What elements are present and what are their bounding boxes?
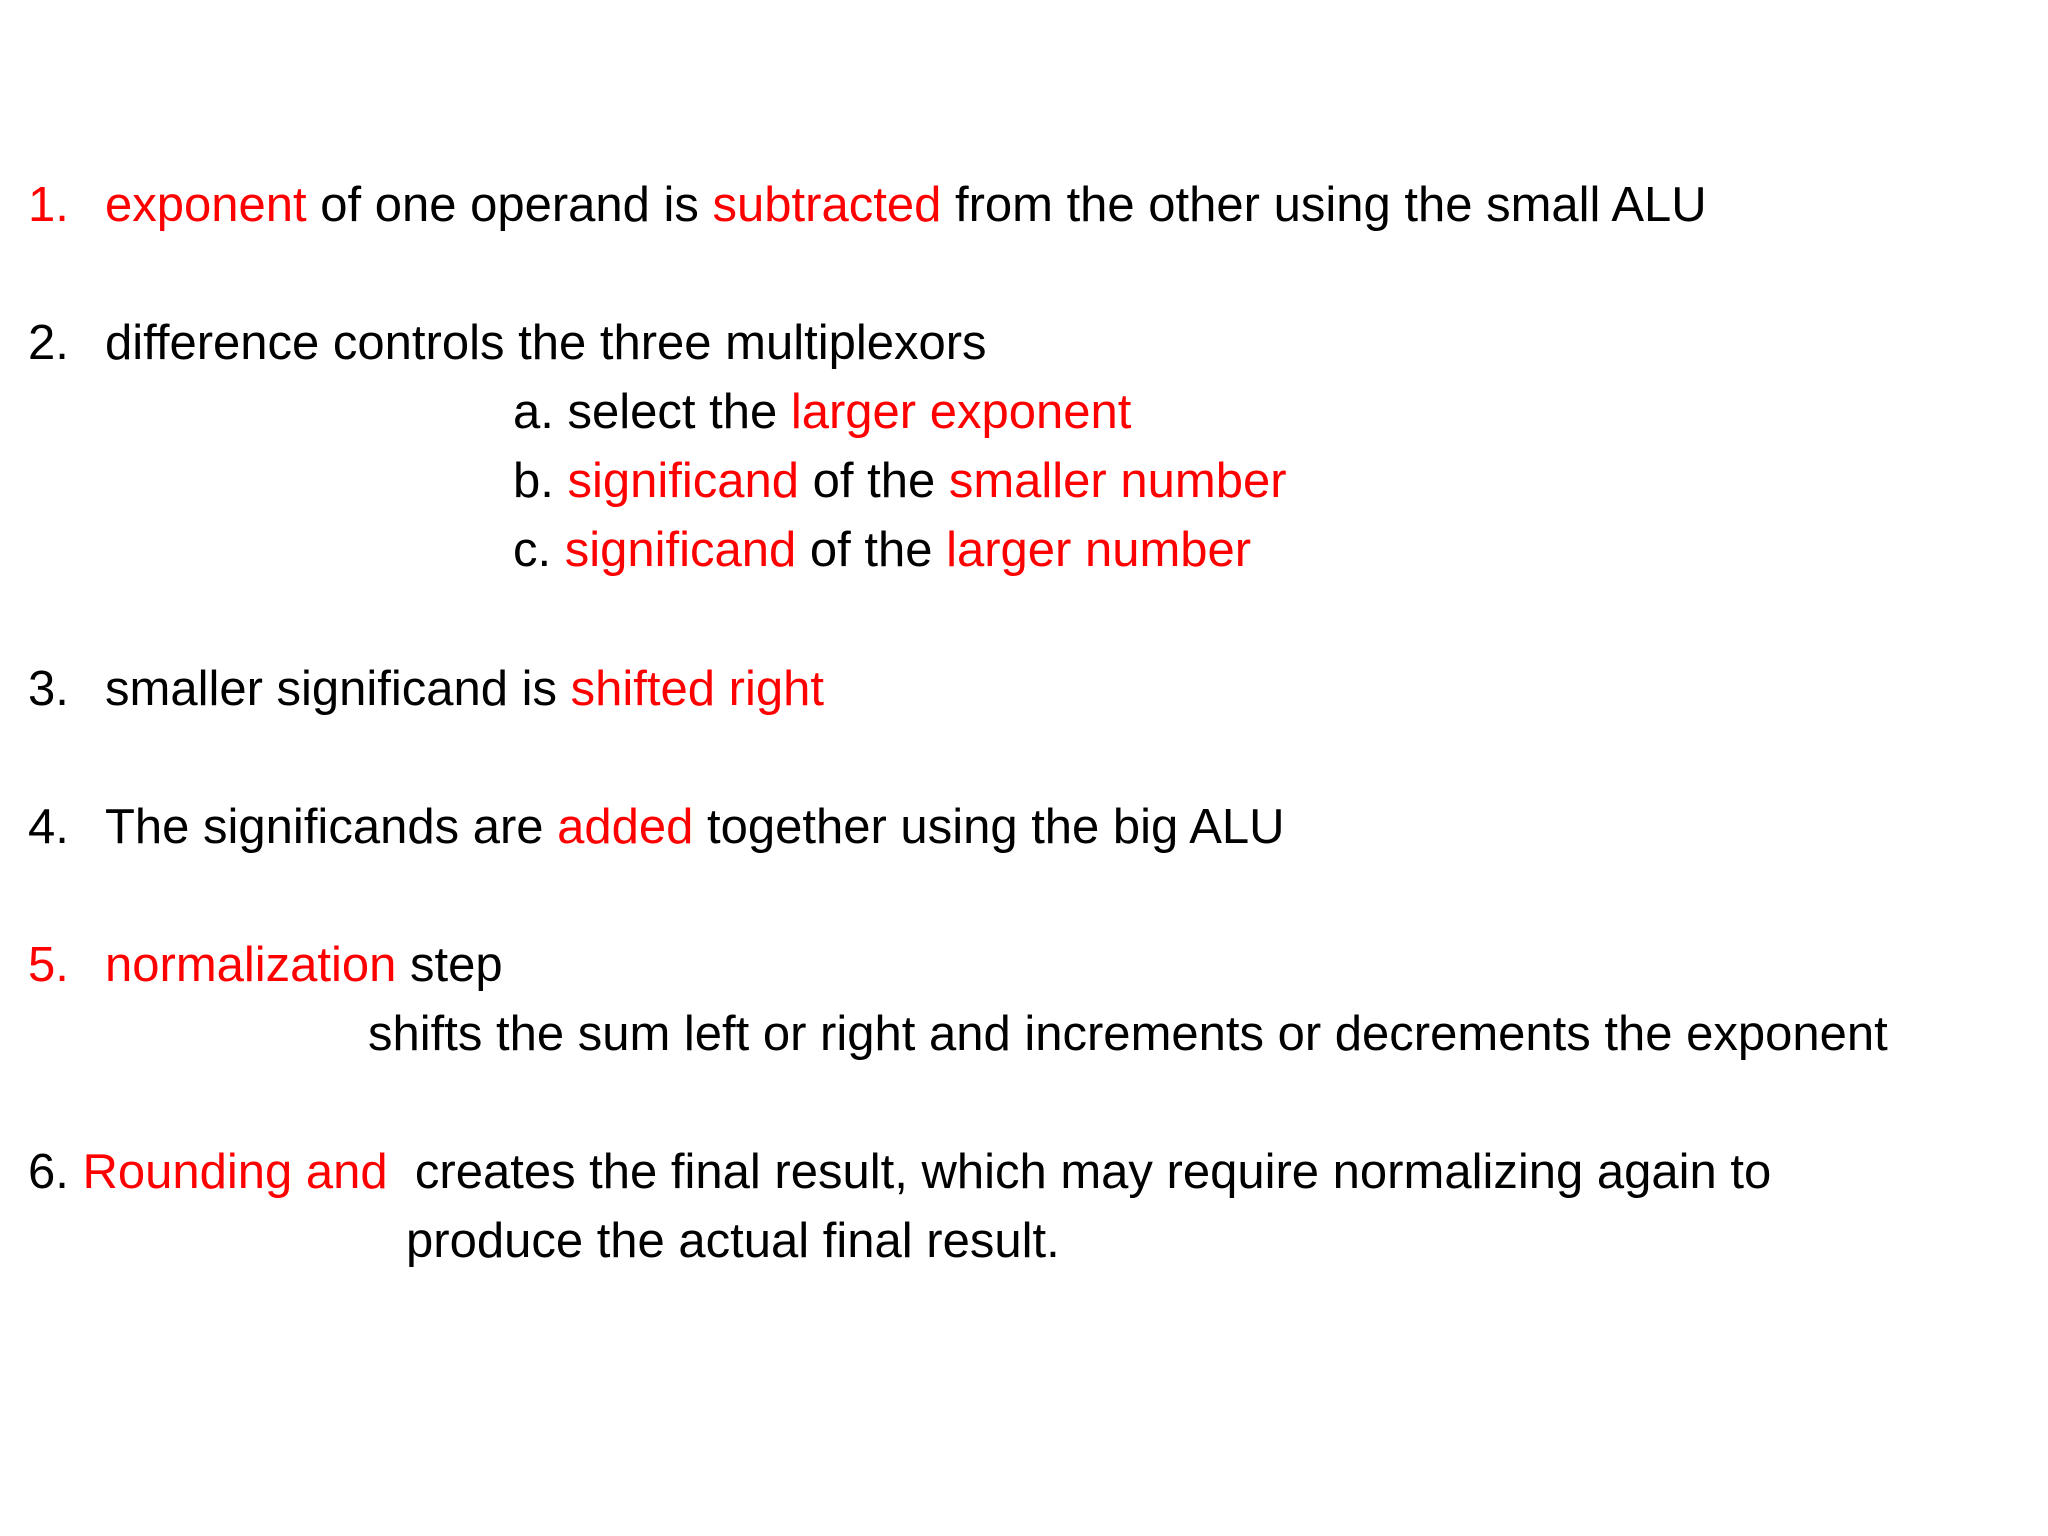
step-5-term: normalization xyxy=(105,938,397,992)
step-4-term: added xyxy=(557,800,694,854)
subitem-c-term: significand xyxy=(564,523,797,577)
subitem-b-term: significand xyxy=(567,454,800,508)
subitem-b-term: smaller number xyxy=(948,454,1287,508)
step-3-term: shifted right xyxy=(570,662,824,716)
step-2-subitem-a xyxy=(513,377,1131,447)
step-2-text: difference controls the three multiplexors xyxy=(105,316,987,370)
step-1-text-part: from the other using the small ALU xyxy=(941,178,1707,232)
step-5-continuation: shifts the sum left or right and increments or decrements the exponent xyxy=(368,1007,1888,1061)
subitem-c-text: of the xyxy=(796,523,947,577)
step-4-text-part: The significands are xyxy=(105,800,558,854)
subitem-b-label: b. xyxy=(513,454,568,508)
step-6-term: Rounding and xyxy=(82,1145,388,1199)
subitem-a-text: a. select the xyxy=(513,385,791,439)
step-4-text-part: together using the big ALU xyxy=(693,800,1285,854)
step-1-term-subtracted: subtracted xyxy=(712,178,942,232)
step-1-text xyxy=(105,170,1707,240)
step-6-continuation: produce the actual final result. xyxy=(406,1214,1060,1268)
subitem-a-term: larger exponent xyxy=(790,385,1132,439)
step-3-number: 3. xyxy=(28,662,69,716)
step-3-text xyxy=(105,654,824,724)
step-2-subitem-b xyxy=(513,446,1287,516)
step-4-text xyxy=(105,792,1285,862)
subitem-c-label: c. xyxy=(513,523,565,577)
step-2-subitem-c xyxy=(513,515,1251,585)
step-6-text-part: creates the final result, which may require normalizing again to xyxy=(387,1145,1772,1199)
step-5-text xyxy=(105,930,503,1000)
step-5-number: 5. xyxy=(28,938,69,992)
step-4-number: 4. xyxy=(28,800,69,854)
step-1-text-part: of one operand is xyxy=(306,178,713,232)
step-3-text-part: smaller significand is xyxy=(105,662,571,716)
subitem-b-text: of the xyxy=(799,454,949,508)
step-1-term-exponent: exponent xyxy=(105,178,307,232)
step-5-text-part: step xyxy=(396,938,503,992)
step-6-space xyxy=(69,1145,83,1199)
step-1-number: 1. xyxy=(28,178,69,232)
step-6-number: 6. xyxy=(28,1145,69,1199)
step-2-number: 2. xyxy=(28,316,69,370)
step-6 xyxy=(28,1137,1771,1207)
subitem-c-term: larger number xyxy=(946,523,1252,577)
